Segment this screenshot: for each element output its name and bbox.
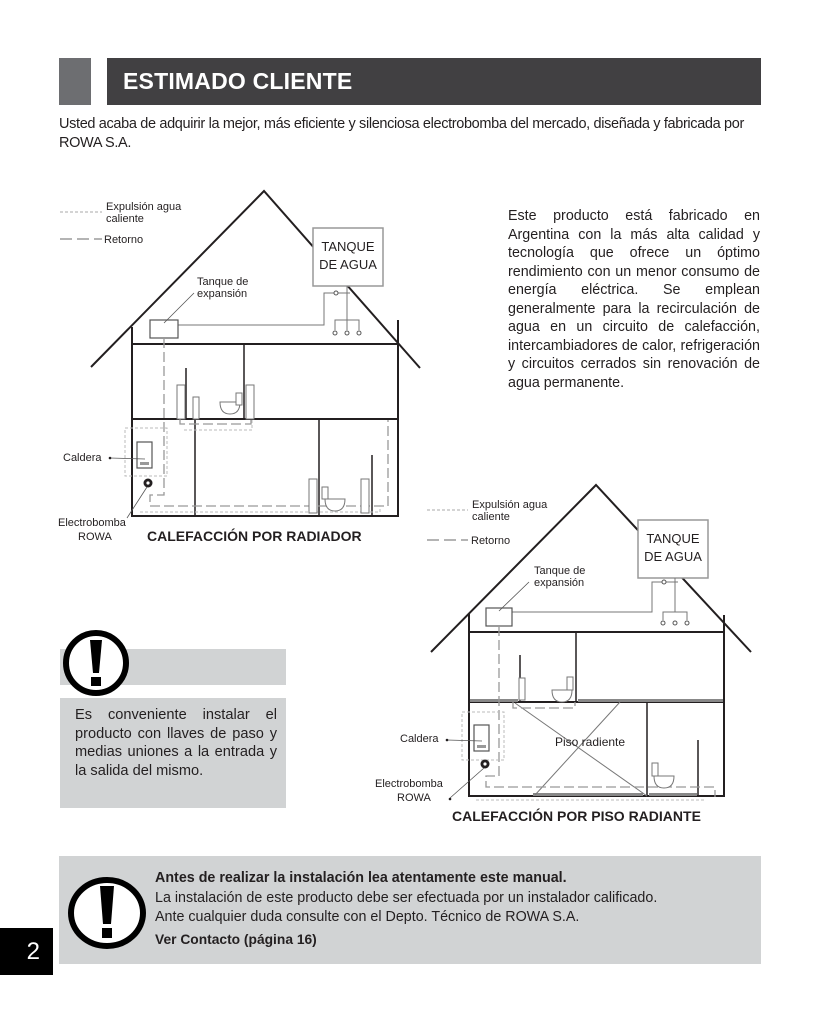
page-number: 2 <box>0 928 53 975</box>
svg-text:expansión: expansión <box>534 577 585 589</box>
floor-heating-diagram <box>360 480 780 830</box>
notice-line-1: La instalación de este producto debe ser efectuada por un instalador calificado. <box>155 889 658 906</box>
exclamation-circle-icon <box>66 874 148 952</box>
svg-text:TANQUE: TANQUE <box>321 239 375 254</box>
svg-text:Expulsión agua: Expulsión agua <box>472 499 548 511</box>
svg-text:Caldera: Caldera <box>400 733 439 745</box>
tip-text: Es conveniente instalar el producto con llaves de paso y medias uniones a la entrada y la salida del mismo. <box>60 698 286 808</box>
header-accent-block <box>59 58 91 105</box>
svg-text:Electrobomba: Electrobomba <box>58 517 126 529</box>
svg-text:TANQUE: TANQUE <box>646 531 700 546</box>
notice-title: Antes de realizar la instalación lea atentamente este manual. <box>155 870 567 886</box>
product-description: Este producto está fabricado en Argentina con la más alta calidad y tecnología que ofrece un óptimo rendimiento con un menor consumo de energía eléctrica. Se emplean generalmente para la recirculación de agua en un circuito de calefacción, intercambiadores de calor, refrigeración y circuitos cerrados sin renovación de agua permanente. <box>508 208 760 391</box>
svg-text:Retorno: Retorno <box>104 234 144 246</box>
svg-text:caliente: caliente <box>472 511 510 523</box>
legend <box>427 499 548 547</box>
svg-text:expansión: expansión <box>197 288 248 300</box>
svg-text:Tanque de: Tanque de <box>197 276 249 288</box>
page-title: ESTIMADO CLIENTE <box>107 58 761 105</box>
svg-text:DE AGUA: DE AGUA <box>319 257 377 272</box>
svg-text:caliente: caliente <box>106 213 144 225</box>
radiator-caption: CALEFACCIÓN POR RADIADOR <box>147 528 362 544</box>
intro-paragraph: Usted acaba de adquirir la mejor, más eficiente y silenciosa electrobomba del mercado, diseñada y fabricada por ROWA S.A. <box>59 116 744 151</box>
radiator-icons <box>177 385 369 513</box>
svg-text:Retorno: Retorno <box>471 535 511 547</box>
svg-text:Tanque de: Tanque de <box>534 565 586 577</box>
svg-text:ROWA: ROWA <box>397 792 431 804</box>
notice-text <box>155 869 755 949</box>
svg-text:Piso radiente: Piso radiente <box>555 735 626 749</box>
svg-text:Expulsión agua: Expulsión agua <box>106 201 182 213</box>
svg-text:ROWA: ROWA <box>78 531 112 543</box>
floor-caption: CALEFACCIÓN POR PISO RADIANTE <box>452 808 701 824</box>
notice-line-2: Ante cualquier duda consulte con el Depto. Técnico de ROWA S.A. <box>155 909 580 925</box>
svg-text:DE AGUA: DE AGUA <box>644 549 702 564</box>
legend <box>60 201 182 246</box>
svg-text:Caldera: Caldera <box>63 452 102 464</box>
exclamation-circle-icon <box>61 628 131 698</box>
svg-text:Electrobomba: Electrobomba <box>375 778 443 790</box>
contact-link[interactable]: Ver Contacto (página 16) <box>155 931 317 947</box>
